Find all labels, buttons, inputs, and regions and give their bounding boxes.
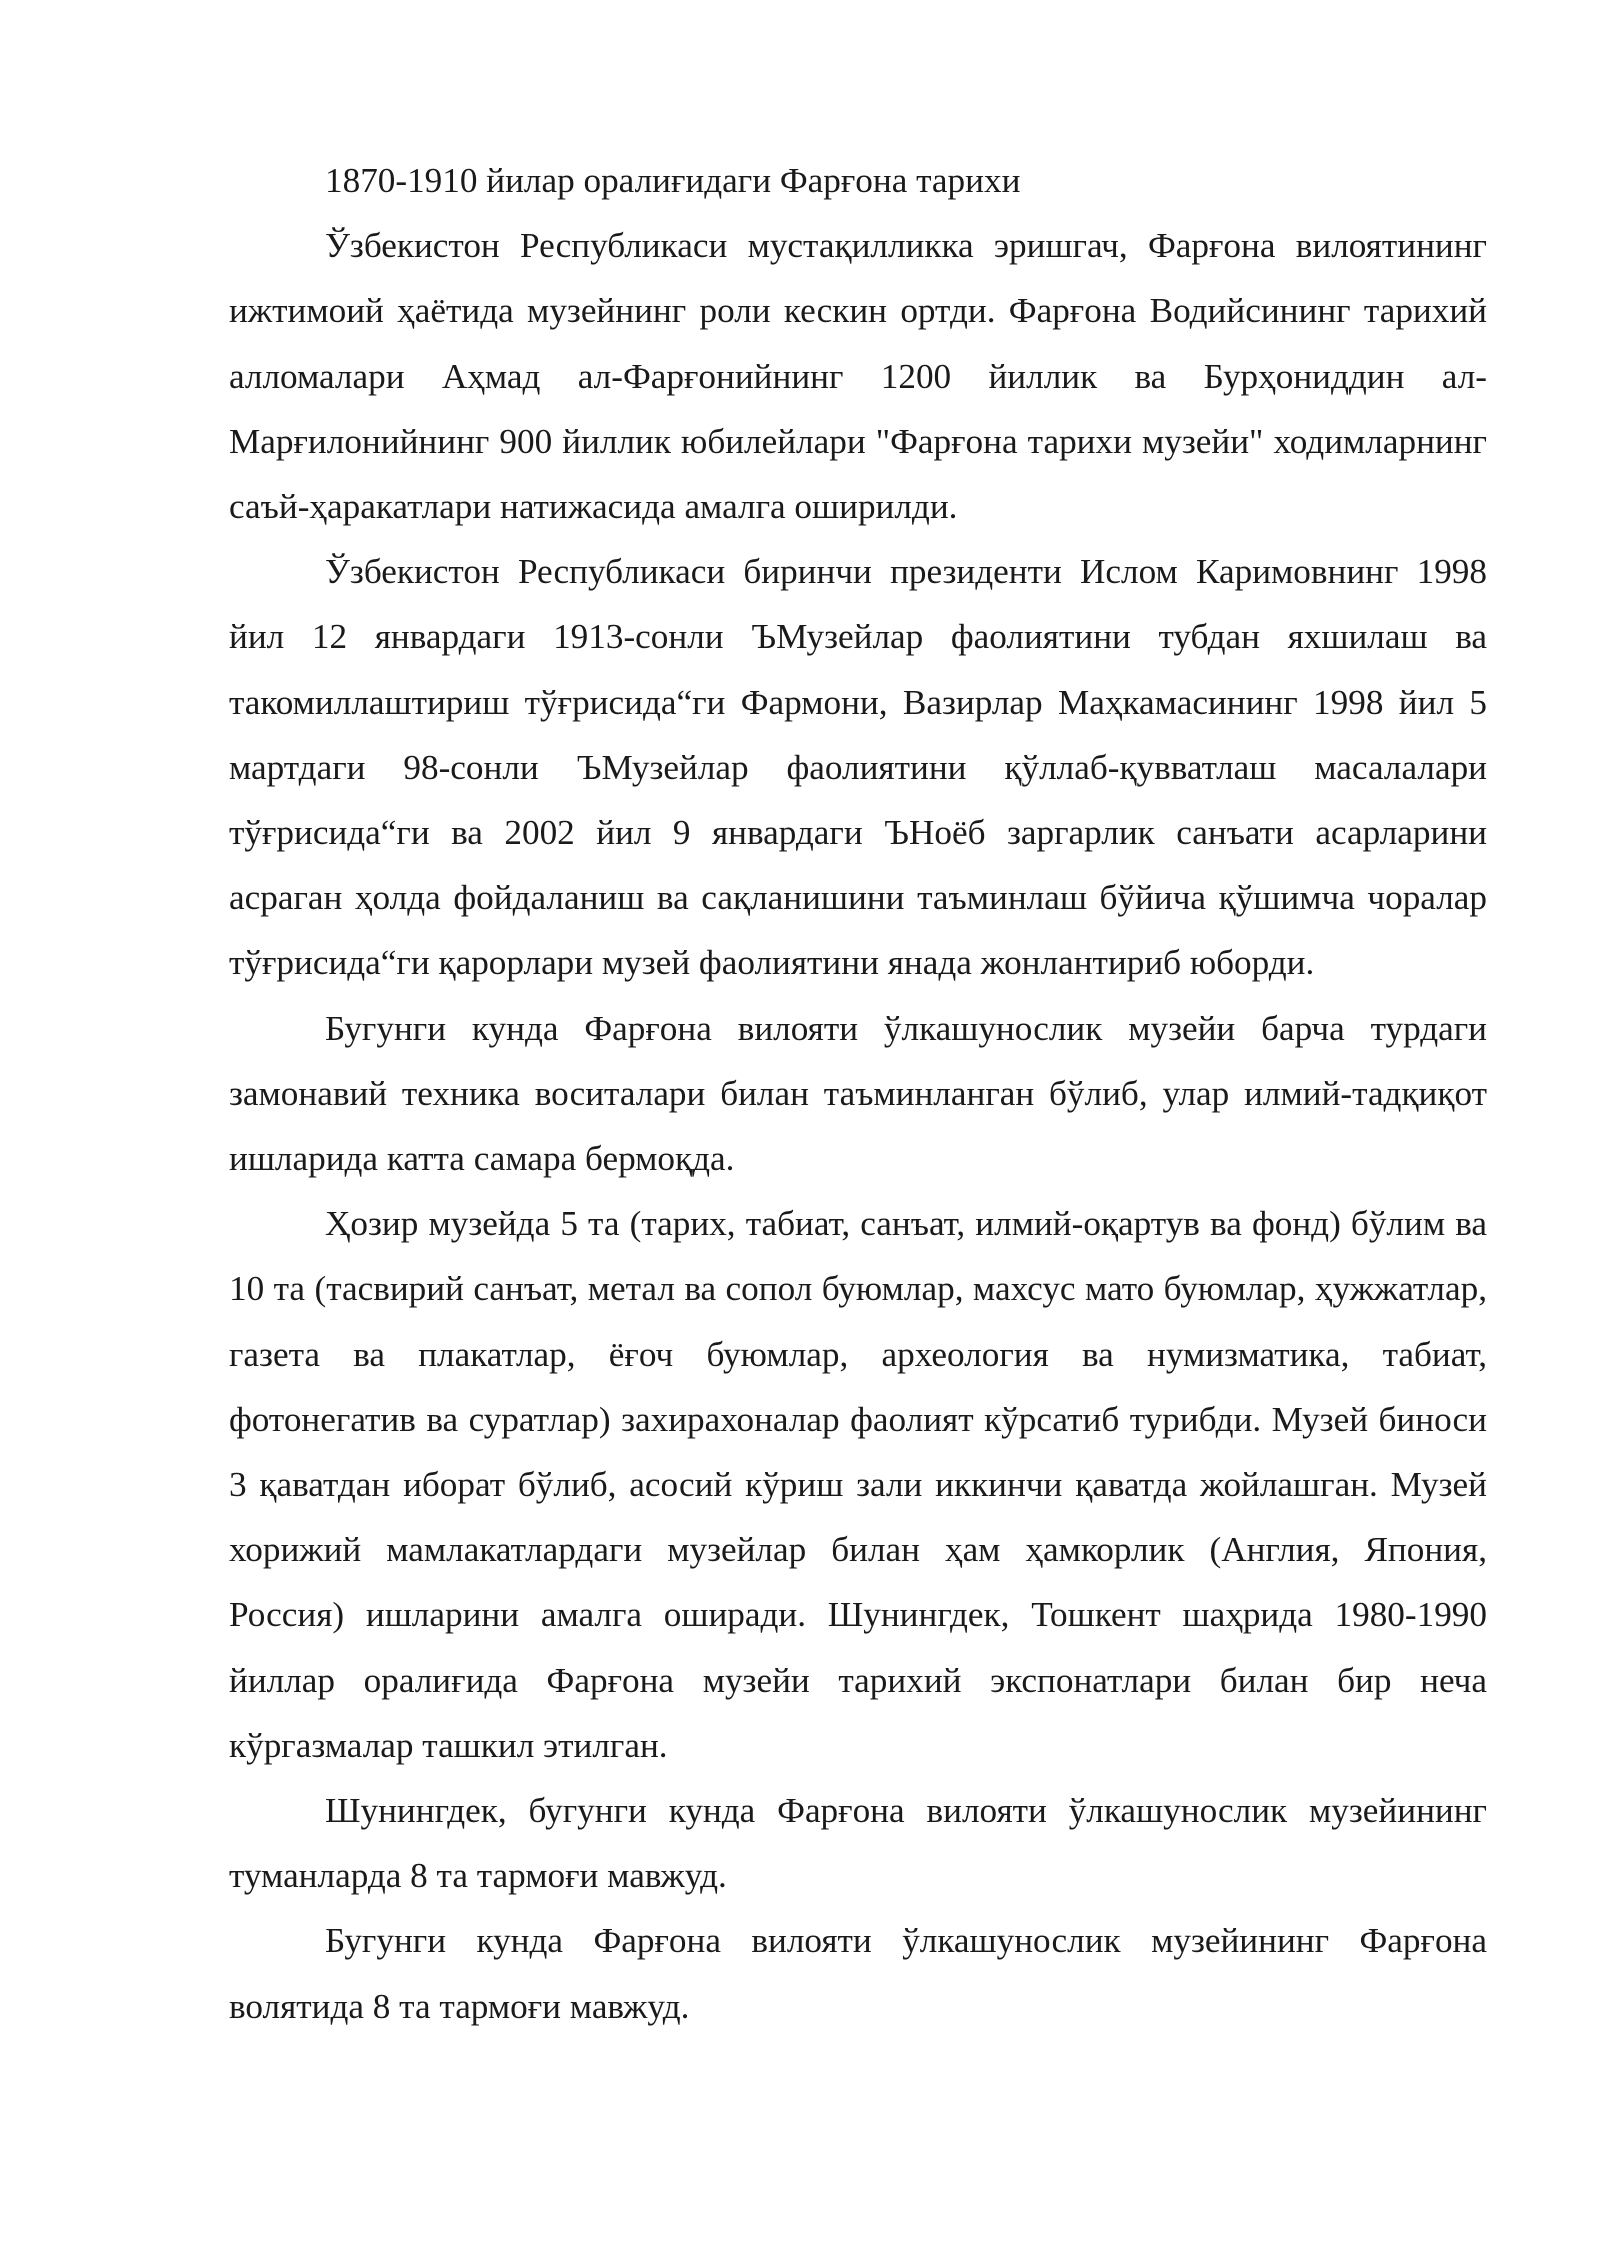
paragraph-1: Ўзбекистон Республикаси мустақилликка эришгач, Фарғона вилоятининг ижтимоий ҳаётида музейнинг роли кескин ортди. Фарғона Водийсининг тарихий алломалари Аҳмад ал-Фарғонийнинг 1200 йиллик ва Бурҳониддин ал-Марғилонийнинг 900 йиллик юбилейлари "Фарғона тарихи музейи" ходимларнинг саъй-ҳаракатлари натижасида амалга оширилди. bbox=[229, 226, 1487, 527]
document-title: 1870-1910 йилар оралиғидаги Фарғона тарихи bbox=[325, 161, 1021, 200]
document-body bbox=[229, 148, 1487, 2039]
paragraph-4: Ҳозир музейда 5 та (тарих, табиат, санъат, илмий-оқартув ва фонд) бўлим ва 10 та (тасвирий санъат, метал ва сопол буюмлар, махсус мато буюмлар, ҳужжатлар, газета ва плакатлар, ёғоч буюмлар, археология ва нумизматика, табиат, фотонегатив ва суратлар) захирахоналар фаолият кўрсатиб турибди. Музей биноси 3 қаватдан иборат бўлиб, асосий кўриш зали иккинчи қаватда жойлашган. Музей хорижий мамлакатлардаги музейлар билан ҳам ҳамкорлик (Англия, Япония, Россия) ишларини амалга оширади. Шунингдек, Тошкент шаҳрида 1980-1990 йиллар оралиғида Фарғона музейи тарихий экспонатлари билан бир неча кўргазмалар ташкил этилган. bbox=[229, 1204, 1487, 1765]
paragraph-2: Ўзбекистон Республикаси биринчи президенти Ислом Каримовнинг 1998 йил 12 январдаги 1913-сонли ЪМузейлар фаолиятини тубдан яхшилаш ва такомиллаштириш тўғрисида“ги Фармони, Вазирлар Маҳкамасининг 1998 йил 5 мартдаги 98-сонли ЪМузейлар фаолиятини қўллаб-қувватлаш масалалари тўғрисида“ги ва 2002 йил 9 январдаги ЪНоёб заргарлик санъати асарларини асраган ҳолда фойдаланиш ва сақланишини таъминлаш бўйича қўшимча чоралар тўғрисида“ги қарорлари музей фаолиятини янада жонлантириб юборди. bbox=[229, 552, 1487, 983]
paragraph-3: Бугунги кунда Фарғона вилояти ўлкашунослик музейи барча турдаги замонавий техника воситалари билан таъминланган бўлиб, улар илмий-тадқиқот ишларида катта самара бермоқда. bbox=[229, 1008, 1487, 1179]
paragraph-6: Бугунги кунда Фарғона вилояти ўлкашунослик музейининг Фарғона волятида 8 та тармоғи мавжуд. bbox=[229, 1921, 1487, 2026]
paragraph-5: Шунингдек, бугунги кунда Фарғона вилояти ўлкашунослик музейининг туманларда 8 та тармоғи мавжуд. bbox=[229, 1791, 1487, 1896]
